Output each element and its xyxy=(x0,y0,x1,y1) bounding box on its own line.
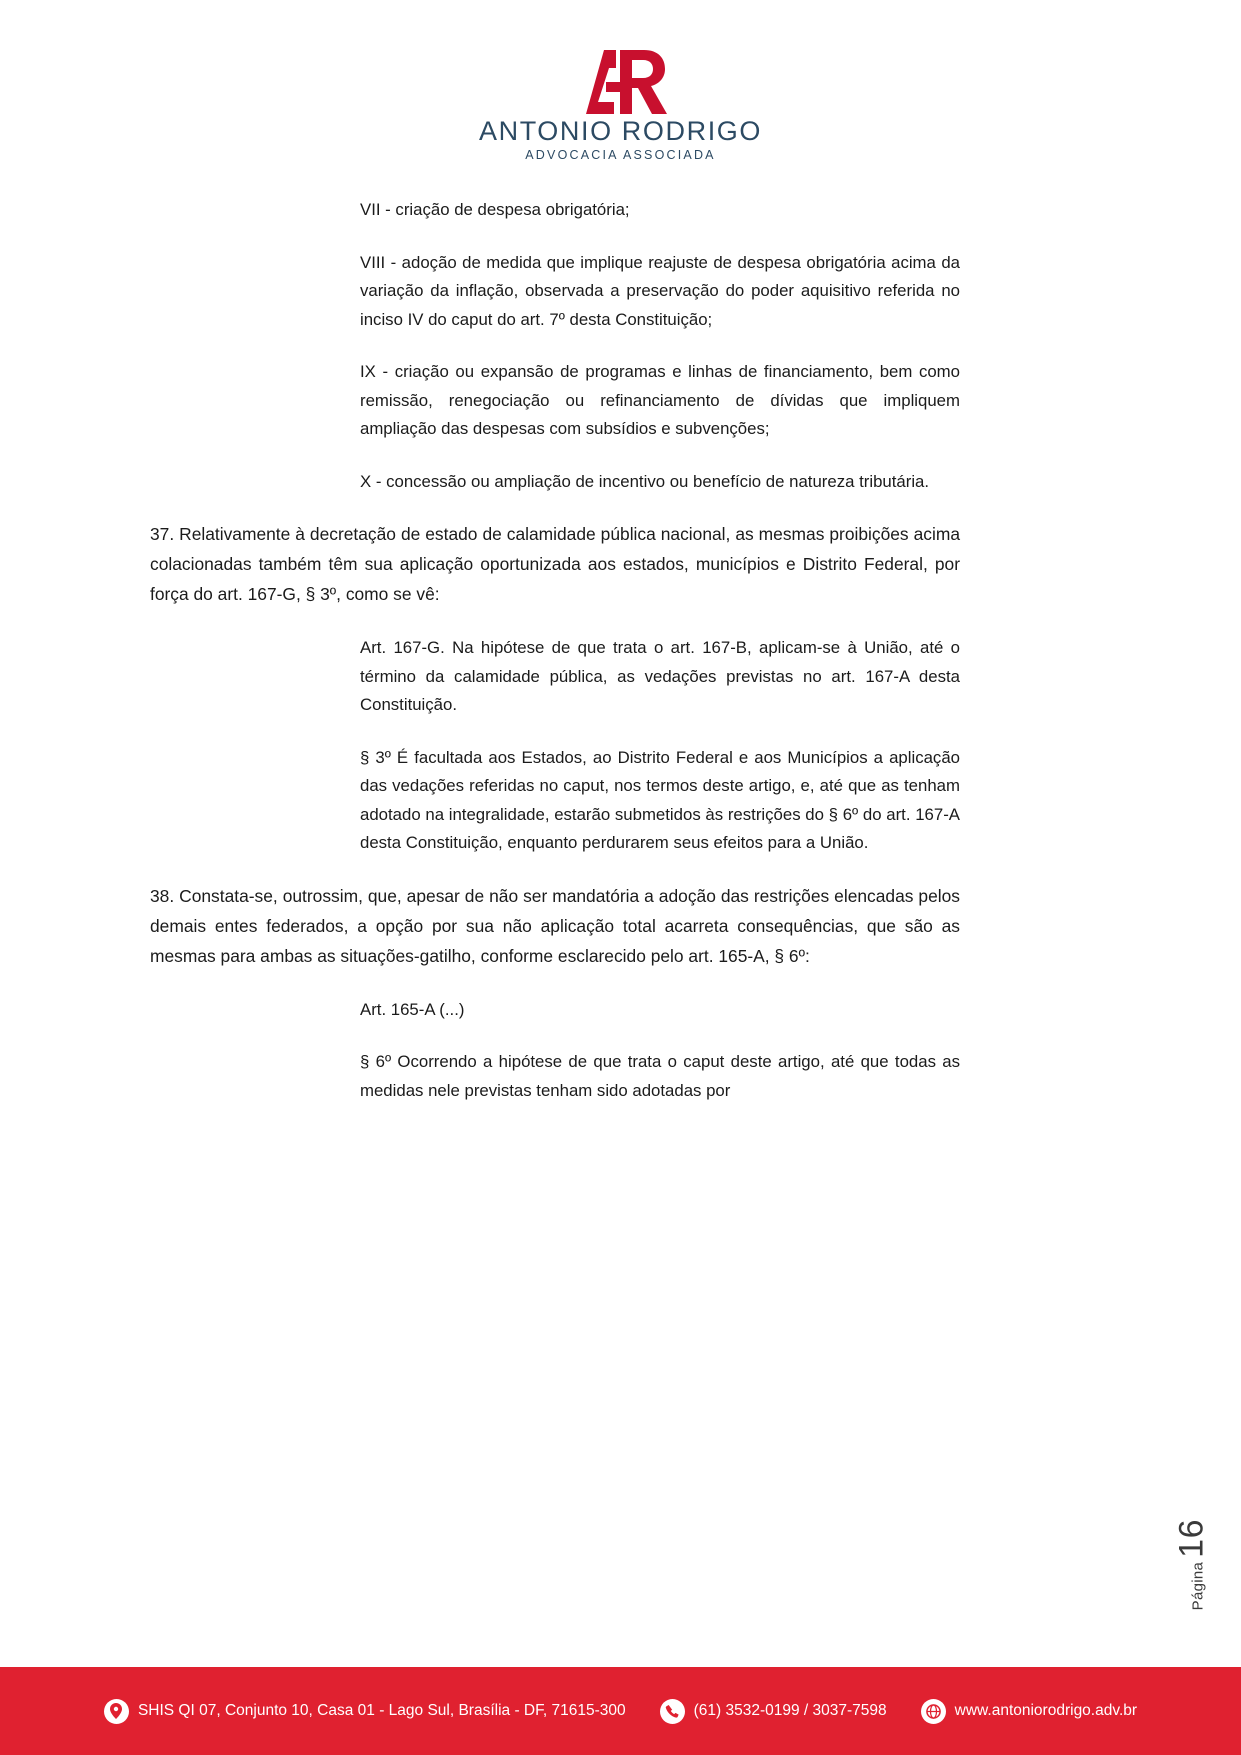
footer-bar xyxy=(0,1667,1241,1755)
page-number-value: 16 xyxy=(1172,1519,1210,1558)
globe-icon xyxy=(921,1699,946,1724)
page-number-label: Página xyxy=(1189,1561,1206,1611)
page-number xyxy=(1172,1519,1211,1610)
document-body xyxy=(150,196,960,1105)
quote-art-165a: Art. 165-A (...) xyxy=(360,999,465,1019)
footer-address xyxy=(104,1699,626,1724)
paragraph-ix: IX - criação ou expansão de programas e linhas de financiamento, bem como remissão, renegociação ou refinanciamento de dívidas que impliquem ampliação das despesas com subsídios e subvenções; xyxy=(360,362,960,439)
location-pin-icon xyxy=(104,1699,129,1724)
footer-phone xyxy=(660,1699,887,1724)
footer-website-text: www.antoniorodrigo.adv.br xyxy=(954,1702,1138,1719)
paragraph-38: 38. Constata-se, outrossim, que, apesar de não ser mandatória a adoção das restrições elencadas pelos demais entes federados, a opção por sua não aplicação total acarreta consequências, que são as mesmas para ambas as situações-gatilho, conforme esclarecido pelo art. 165-A, § 6º: xyxy=(150,886,960,966)
paragraph-x: X - concessão ou ampliação de incentivo ou benefício de natureza tributária. xyxy=(360,471,930,491)
firm-tagline: ADVOCACIA ASSOCIADA xyxy=(525,148,716,162)
footer-website[interactable] xyxy=(921,1699,1137,1724)
footer-phone-text: (61) 3532-0199 / 3037-7598 xyxy=(693,1702,887,1719)
paragraph-vii: VII - criação de despesa obrigatória; xyxy=(360,200,630,219)
letterhead xyxy=(0,42,1241,162)
quote-art-167g: Art. 167-G. Na hipótese de que trata o art. 167-B, aplicam-se à União, até o término da calamidade pública, as vedações previstas no art. 167-A desta Constituição. xyxy=(360,638,960,715)
paragraph-viii: VIII - adoção de medida que implique reajuste de despesa obrigatória acima da variação da inflação, observada a preservação do poder aquisitivo referida no inciso IV do caput do art. 7º desta Constituição; xyxy=(360,252,960,329)
phone-icon xyxy=(660,1699,685,1724)
footer-address-text: SHIS QI 07, Conjunto 10, Casa 01 - Lago Sul, Brasília - DF, 71615-300 xyxy=(137,1702,626,1719)
quote-par-6: § 6º Ocorrendo a hipótese de que trata o caput deste artigo, até que todas as medidas nele previstas tenham sido adotadas por xyxy=(360,1052,960,1100)
ar-monogram-icon xyxy=(546,42,696,114)
quote-par-3: § 3º É facultada aos Estados, ao Distrito Federal e aos Municípios a aplicação das vedações referidas no caput, nos termos deste artigo, e, até que as tenham adotado na integralidade, estarão submetidos às restrições do § 6º do art. 167-A desta Constituição, enquanto perdurarem seus efeitos para a União. xyxy=(360,747,960,853)
firm-name: ANTONIO RODRIGO xyxy=(478,116,763,146)
firm-logo xyxy=(471,42,771,162)
paragraph-37: 37. Relativamente à decretação de estado de calamidade pública nacional, as mesmas proibições acima colacionadas também têm sua aplicação oportunizada aos estados, municípios e Distrito Federal, por força do art. 167-G, § 3º, como se vê: xyxy=(150,524,960,605)
